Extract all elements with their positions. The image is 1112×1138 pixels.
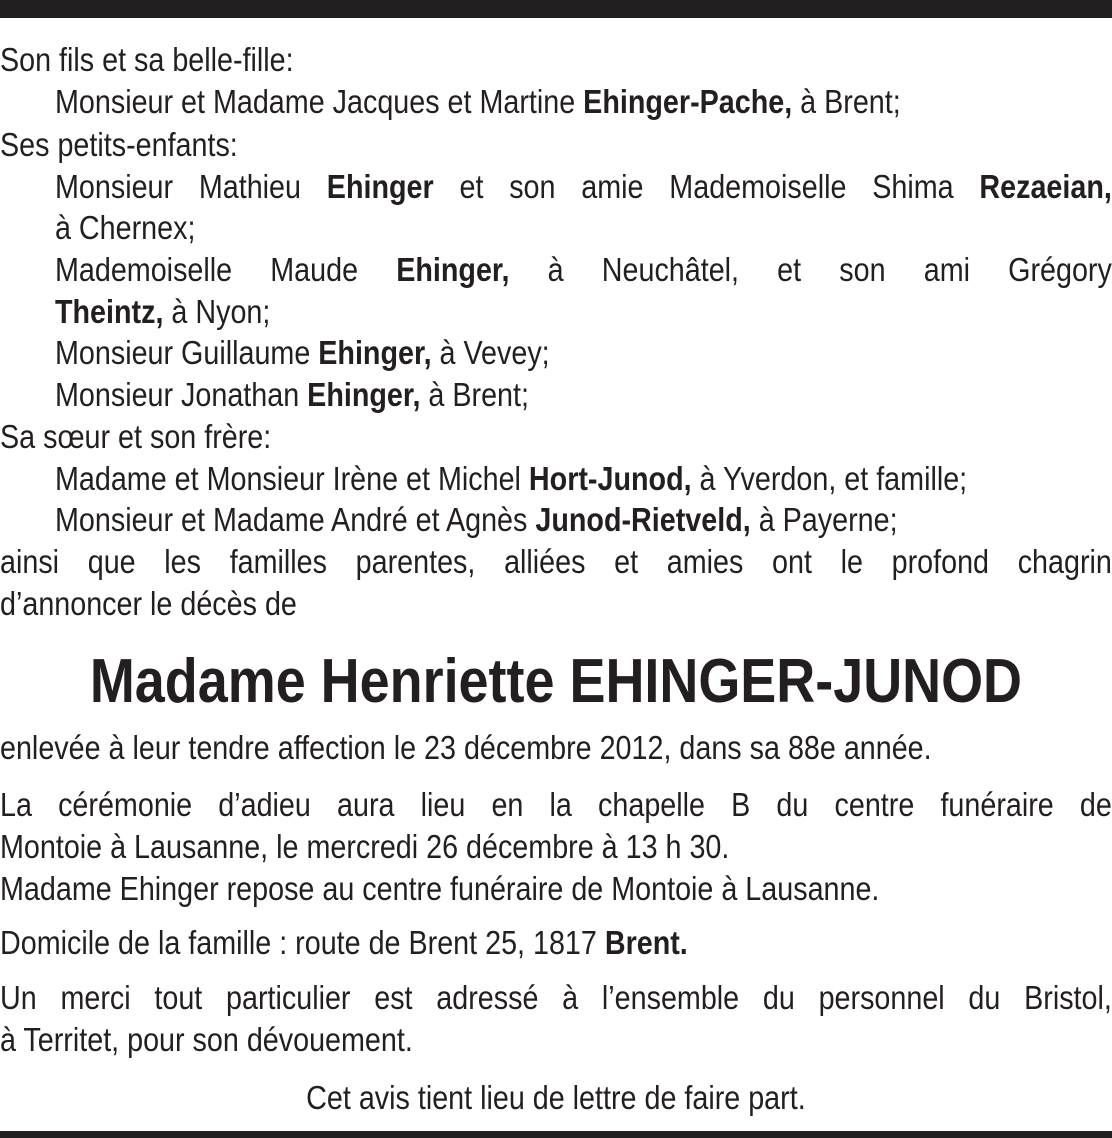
text-segment: à Yverdon, et famille; xyxy=(691,460,968,497)
text-segment: Monsieur Guillaume xyxy=(54,334,319,371)
text-segment: Madame Ehinger repose au centre funéraire de Montoie à Lausanne. xyxy=(0,870,880,907)
text-segment: Domicile de la famille : route de Brent 25, 1817 xyxy=(0,924,605,961)
text-segment: Sa sœur et son frère: xyxy=(0,418,272,455)
text-segment: Ses petits-enfants: xyxy=(0,126,238,163)
text-segment: à Vevey; xyxy=(431,334,550,371)
text-segment: Monsieur Mathieu xyxy=(54,168,327,205)
text-line xyxy=(0,541,1112,583)
name-bold: Hort-Junod, xyxy=(528,460,692,497)
text-line xyxy=(0,826,1112,868)
text-segment: à Territet, pour son dévouement. xyxy=(0,1021,413,1058)
text-segment: enlevée à leur tendre affection le 23 décembre 2012, dans sa 88e année. xyxy=(0,729,932,766)
text-segment: et son amie Mademoiselle Shima xyxy=(433,168,980,205)
text-segment: Mademoiselle Maude xyxy=(54,251,397,288)
text-line xyxy=(0,784,1112,826)
text-segment: Monsieur et Madame Jacques et Martine xyxy=(54,83,584,120)
name-bold: Ehinger-Pache, xyxy=(583,83,793,120)
text-line xyxy=(0,124,1112,166)
text-line xyxy=(55,207,1112,249)
text-segment: Cet avis tient lieu de lettre de faire part. xyxy=(306,1079,806,1116)
text-line xyxy=(0,922,1112,964)
text-line xyxy=(55,249,1112,291)
text-line xyxy=(55,291,1112,333)
text-line xyxy=(0,583,1112,625)
text-segment: Madame et Monsieur Irène et Michel xyxy=(54,460,529,497)
text-segment: Monsieur et Madame André et Agnès xyxy=(54,501,536,538)
name-bold: Rezaeian, xyxy=(979,168,1112,205)
name-bold: Ehinger xyxy=(326,168,434,205)
text-line xyxy=(55,166,1112,208)
bottom-rule xyxy=(0,1131,1112,1138)
text-segment: ainsi que les familles parentes, alliées et amies ont le profond chagrin xyxy=(0,543,1112,580)
text-segment: Montoie à Lausanne, le mercredi 26 décembre à 13 h 30. xyxy=(0,828,730,865)
text-line xyxy=(0,39,1112,81)
text-segment: à Brent; xyxy=(792,83,901,120)
text-line xyxy=(55,81,1112,123)
text-segment: à Nyon; xyxy=(163,293,271,330)
name-bold: Theintz, xyxy=(54,293,164,330)
text-line xyxy=(55,499,1112,541)
text-line xyxy=(0,1019,1112,1061)
text-line xyxy=(0,1077,1112,1119)
text-line xyxy=(55,374,1112,416)
text-segment: à Neuchâtel, et son ami Grégory xyxy=(509,251,1112,288)
name-bold: Ehinger, xyxy=(318,334,432,371)
text-line xyxy=(0,868,1112,910)
name-bold: Ehinger, xyxy=(307,376,421,413)
text-line xyxy=(0,977,1112,1019)
text-line xyxy=(55,332,1112,374)
text-segment: Monsieur Jonathan xyxy=(54,376,308,413)
name-bold: Brent. xyxy=(604,924,688,961)
name-bold: Ehinger, xyxy=(396,251,510,288)
text-line xyxy=(0,727,1112,769)
text-segment: à Chernex; xyxy=(54,209,196,246)
text-segment: Son fils et sa belle-fille: xyxy=(0,41,294,78)
text-segment: La cérémonie d’adieu aura lieu en la chapelle B du centre funéraire de xyxy=(0,786,1112,823)
text-segment: à Brent; xyxy=(420,376,529,413)
text-line xyxy=(55,458,1112,500)
text-segment: à Payerne; xyxy=(750,501,898,538)
text-line xyxy=(0,416,1112,458)
text-segment: d’annoncer le décès de xyxy=(0,585,297,622)
name-bold: Junod-Rietveld, xyxy=(535,501,751,538)
deceased-name-title: Madame Henriette EHINGER-JUNOD xyxy=(89,647,1023,716)
text-segment: Un merci tout particulier est adressé à l’ensemble du personnel du Bristol, xyxy=(0,979,1112,1016)
